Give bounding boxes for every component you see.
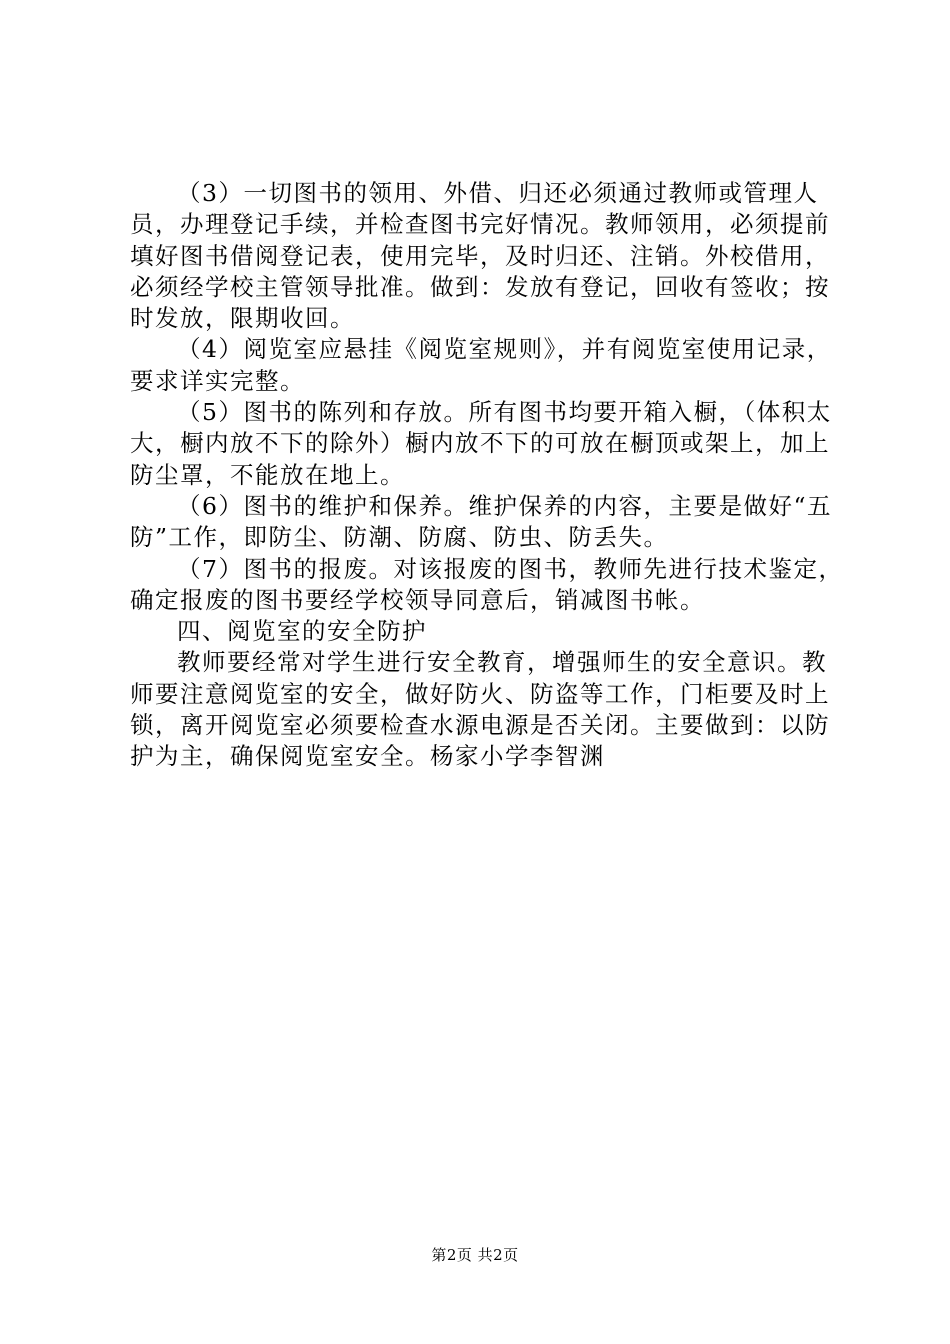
paragraph-safety: 教师要经常对学生进行安全教育，增强师生的安全意识。教师要注意阅览室的安全，做好防火、防盗等工作，门柜要及时上锁，离开阅览室必须要检查水源电源是否关闭。主要做到：以防护为主，确保阅览室安全。杨家小学李智渊 (130, 648, 830, 771)
paragraph-reading-room-rules: （4）阅览室应悬挂《阅览室规则》，并有阅览室使用记录，要求详实完整。 (130, 335, 832, 395)
section-heading-safety: 四、阅览室的安全防护 (177, 617, 427, 646)
paragraph-borrowing-rules: （3）一切图书的领用、外借、归还必须通过教师或管理人员，办理登记手续，并检查图书完好情况。教师领用，必须提前填好图书借阅登记表，使用完毕，及时归还、注销。外校借用，必须经学校主管领导批准。做到：发放有登记，回收有签收；按时发放，限期收回。 (130, 179, 830, 333)
page-footer: 第2页 共2页 (431, 1246, 519, 1264)
paragraph-maintenance: （6）图书的维护和保养。维护保养的内容，主要是做好“五防”工作，即防尘、防潮、防腐、防虫、防丢失。 (130, 491, 832, 552)
paragraph-display-storage: （5）图书的陈列和存放。所有图书均要开箱入橱，（体积太大，橱内放不下的除外）橱内放不下的可放在橱顶或架上，加上防尘罩，不能放在地上。 (130, 398, 832, 489)
paragraph-scrapping: （7）图书的报废。对该报废的图书，教师先进行技术鉴定，确定报废的图书要经学校领导同意后，销减图书帐。 (130, 554, 844, 614)
document-body (130, 178, 850, 773)
